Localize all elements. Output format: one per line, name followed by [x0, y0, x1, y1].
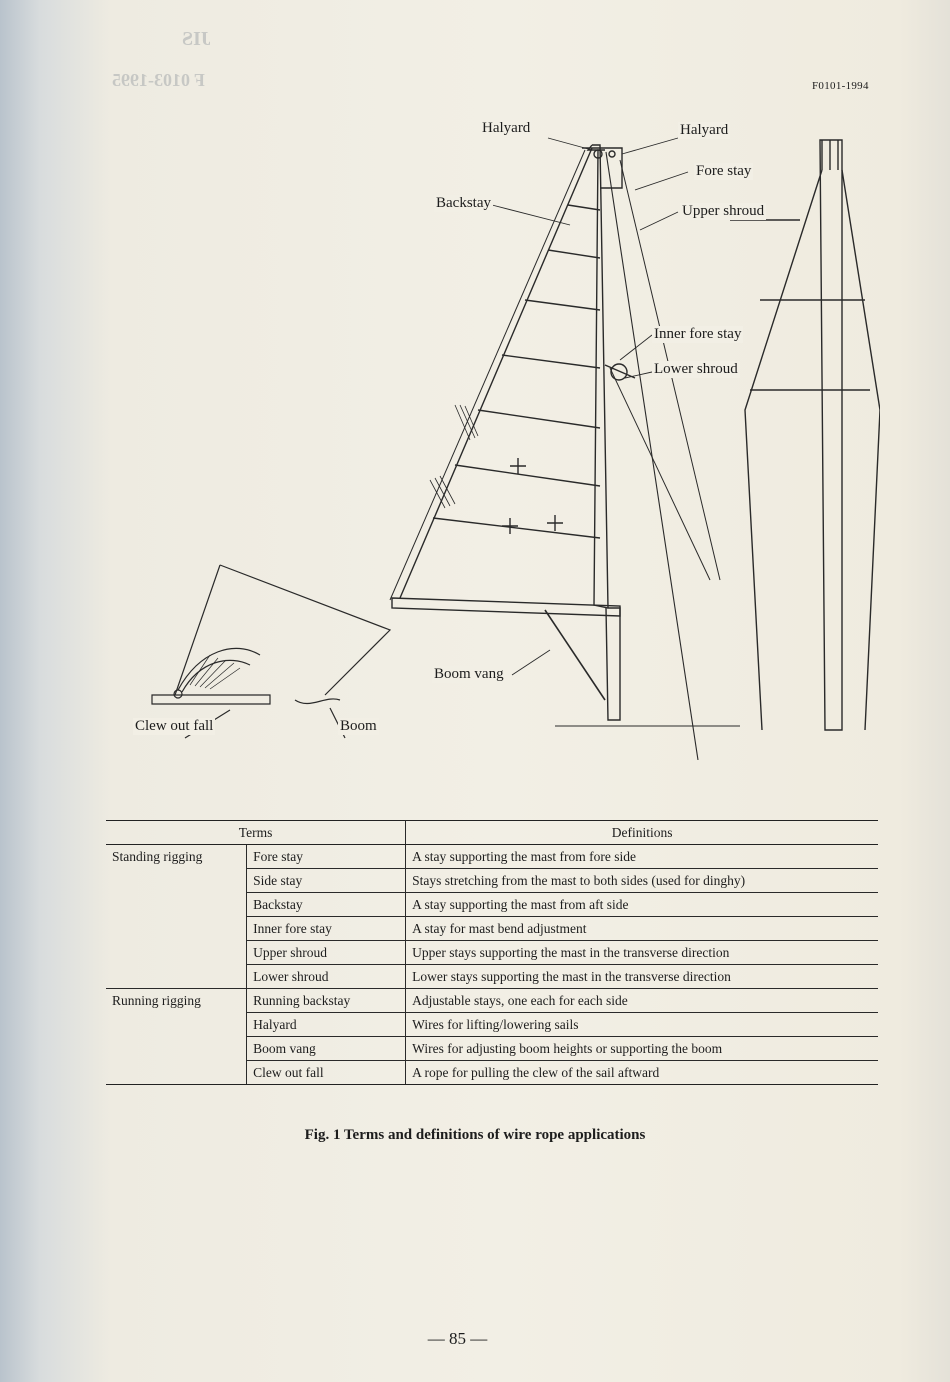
inner-fore-stay-label: Inner fore stay [654, 326, 742, 342]
definition-cell: A stay supporting the mast from aft side [406, 893, 878, 917]
category-cell [106, 1013, 247, 1037]
term-cell: Side stay [247, 869, 406, 893]
bleed-through-jis: JIS [182, 28, 211, 50]
table-row [106, 893, 878, 917]
table-row [106, 1013, 878, 1037]
term-cell: Inner fore stay [247, 917, 406, 941]
figure-caption: Fig. 1 Terms and definitions of wire rope applications [304, 1127, 646, 1143]
lower-shroud-label: Lower shroud [654, 361, 738, 377]
halyard-label-left: Halyard [482, 120, 531, 136]
category-cell [106, 893, 247, 917]
term-cell: Clew out fall [247, 1061, 406, 1085]
page-number: — 85 — [427, 1329, 488, 1348]
category-cell [106, 1037, 247, 1061]
definition-cell: Lower stays supporting the mast in the transverse direction [406, 965, 878, 989]
document-number: F0101-1994 [812, 80, 869, 92]
definition-cell: Wires for lifting/lowering sails [406, 1013, 878, 1037]
definition-cell: A rope for pulling the clew of the sail aftward [406, 1061, 878, 1085]
definition-cell: A stay supporting the mast from fore side [406, 845, 878, 869]
table-row [106, 845, 878, 869]
halyard-label-right: Halyard [680, 122, 729, 138]
term-cell: Boom vang [247, 1037, 406, 1061]
term-cell: Fore stay [247, 845, 406, 869]
definition-cell: A stay for mast bend adjustment [406, 917, 878, 941]
table-row [106, 869, 878, 893]
backstay-label: Backstay [436, 195, 491, 211]
boom-vang-drawing [545, 610, 605, 700]
clew-detail-drawing [152, 565, 390, 738]
category-cell [106, 869, 247, 893]
category-cell [106, 941, 247, 965]
category-cell: Standing rigging [112, 848, 203, 864]
boom-vang-label: Boom vang [434, 666, 504, 682]
rigging-figure [100, 110, 880, 760]
term-cell: Upper shroud [247, 941, 406, 965]
category-cell [106, 917, 247, 941]
category-cell [106, 1061, 247, 1085]
side-mast [820, 140, 842, 730]
sail-leech [400, 148, 592, 598]
boom-label: Boom [340, 718, 377, 734]
term-cell: Lower shroud [247, 965, 406, 989]
upper-shroud-label: Upper shroud [682, 203, 765, 219]
category-cell: Running rigging [112, 992, 201, 1008]
clew-out-fall-label: Clew out fall [135, 718, 214, 734]
definition-cell: Upper stays supporting the mast in the transverse direction [406, 941, 878, 965]
table-row [106, 989, 878, 1013]
term-cell: Halyard [247, 1013, 406, 1037]
term-cell: Running backstay [247, 989, 406, 1013]
table-row [106, 965, 878, 989]
boom-drawing [392, 598, 620, 616]
bleed-through-standard: F 0103-1995 [112, 70, 205, 90]
table-row [106, 941, 878, 965]
terms-header: Terms [106, 821, 406, 845]
table-header-row [106, 821, 878, 845]
definition-cell: Wires for adjusting boom heights or supporting the boom [406, 1037, 878, 1061]
definition-cell: Adjustable stays, one each for each side [406, 989, 878, 1013]
fore-stay-label: Fore stay [696, 163, 752, 179]
term-cell: Backstay [247, 893, 406, 917]
table-row [106, 917, 878, 941]
table-row [106, 1037, 878, 1061]
definition-cell: Stays stretching from the mast to both sides (used for dinghy) [406, 869, 878, 893]
category-cell [106, 965, 247, 989]
terms-table [106, 820, 878, 1085]
table-row [106, 1061, 878, 1085]
definitions-header: Definitions [406, 821, 878, 845]
